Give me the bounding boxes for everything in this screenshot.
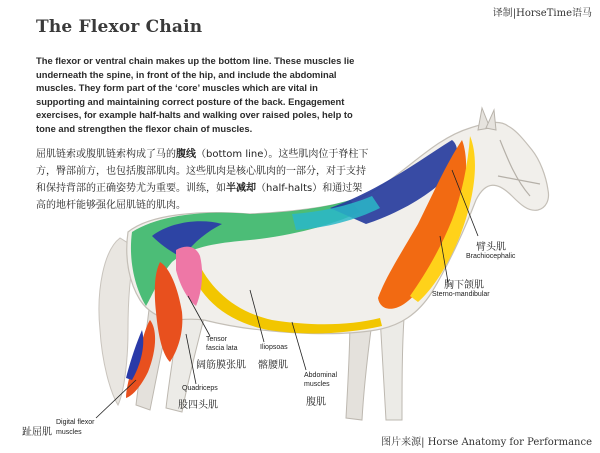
label-quadriceps-cn: 股四头肌: [178, 400, 218, 411]
top-credit: 译制|HorseTime语马: [492, 8, 592, 19]
label-tensor-en-1: Tensor: [206, 336, 228, 343]
label-digital-cn: 趾屈肌: [22, 427, 52, 438]
label-abdominal-en-1: Abdominal: [304, 372, 338, 379]
cn-bold-bottom-line: 腹线: [176, 149, 196, 160]
label-sterno-cn: 胸下颌肌: [444, 280, 484, 291]
page-title: The Flexor Chain: [36, 17, 203, 37]
cn-text-1: 屈肌链索或腹肌链索构成了马的: [36, 149, 176, 160]
label-abdominal-cn: 腹肌: [306, 397, 326, 408]
label-tensor-cn: 阔筋膜张肌: [196, 360, 246, 371]
label-iliopsoas-cn: 髂腰肌: [258, 360, 288, 371]
english-paragraph: The flexor or ventral chain makes up the bottom line. These muscles lie underneath the spine, in front of the hip, and include the abdominal muscles. They form part of the ‘core’ muscles which are vital in supporting and maintaining correct posture of the back. Engagement exercises, for example half-halts and walking over raised poles, help to tone and strengthen the flexor chain of muscles.: [36, 55, 355, 134]
label-digital-en-1: Digital flexor: [56, 419, 95, 426]
label-quadriceps-en: Quadriceps: [182, 385, 218, 392]
fore-leg-front: [380, 316, 404, 420]
bottom-credit: 图片来源| Horse Anatomy for Performance: [381, 437, 592, 448]
label-sterno-en: Sterno-mandibular: [432, 291, 490, 298]
label-digital-en-2: muscles: [56, 429, 82, 436]
cn-bold-half-halt: 半减却: [226, 183, 256, 194]
label-brachiocephalic-en: Brachiocephalic: [466, 253, 516, 260]
horse-ear-right: [486, 110, 496, 130]
label-tensor-en-2: fascia lata: [206, 345, 238, 352]
cn-text-2: （bottom line）。这些肌肉位于脊柱下方，臀部前方，也包括腹部肌肉。这些肌肉是核心肌肉的一部分，对于支持和保持背部的正确姿势尤为重要。训练，如: [36, 149, 369, 194]
label-iliopsoas-en: Iliopsoas: [260, 344, 288, 351]
label-abdominal-en-2: muscles: [304, 381, 330, 388]
label-brachiocephalic-cn: 臂头肌: [476, 242, 506, 253]
cn-text-3: （half-halts）和通过架高的地杆能够强化屈肌链的肌肉。: [36, 183, 363, 211]
